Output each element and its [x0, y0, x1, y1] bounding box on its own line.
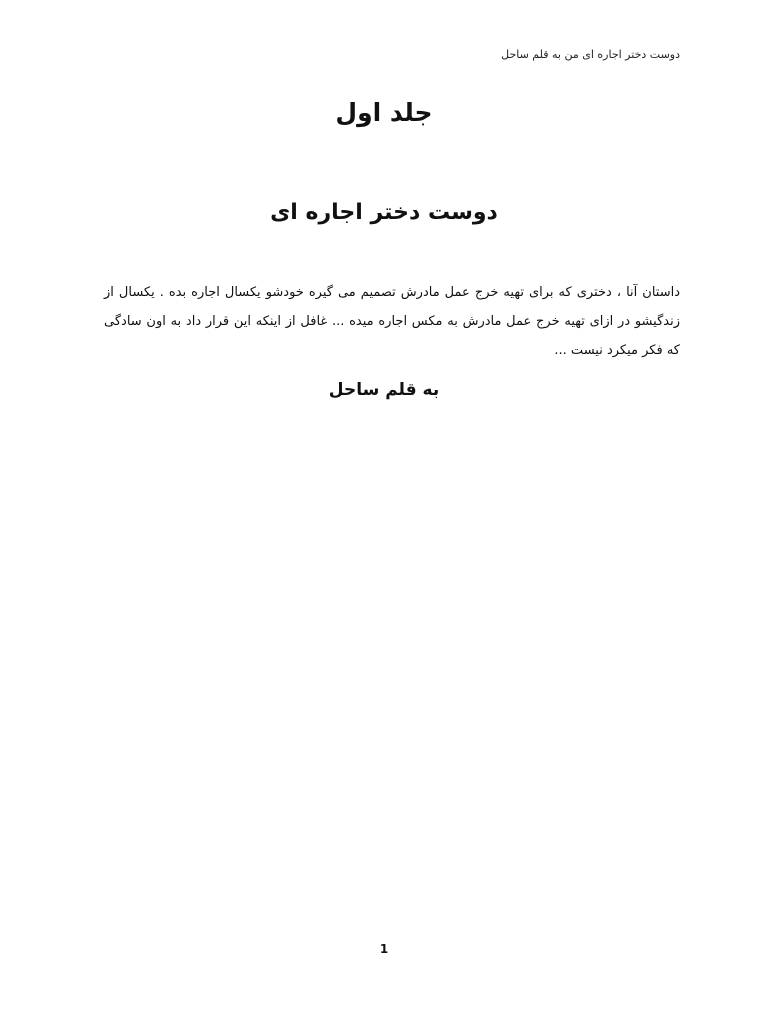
running-header: دوست دختر اجاره ای من به قلم ساحل: [501, 48, 680, 61]
book-title: دوست دختر اجاره ای: [270, 200, 498, 225]
synopsis-paragraph: داستان آنا ، دختری که برای تهیه خرج عمل مادرش تصمیم می گیره خودشو یکسال اجاره بده . یکسال از زندگیشو در ازای تهیه خرج عمل مادرش به مکس اجاره میده ... غافل از اینکه این قرار داد به اون سادگی که فکر میکرد نیست ...: [104, 285, 680, 358]
page-number: 1: [379, 942, 389, 956]
volume-title: جلد اول: [335, 98, 433, 127]
author-line: به قلم ساحل: [328, 380, 440, 400]
